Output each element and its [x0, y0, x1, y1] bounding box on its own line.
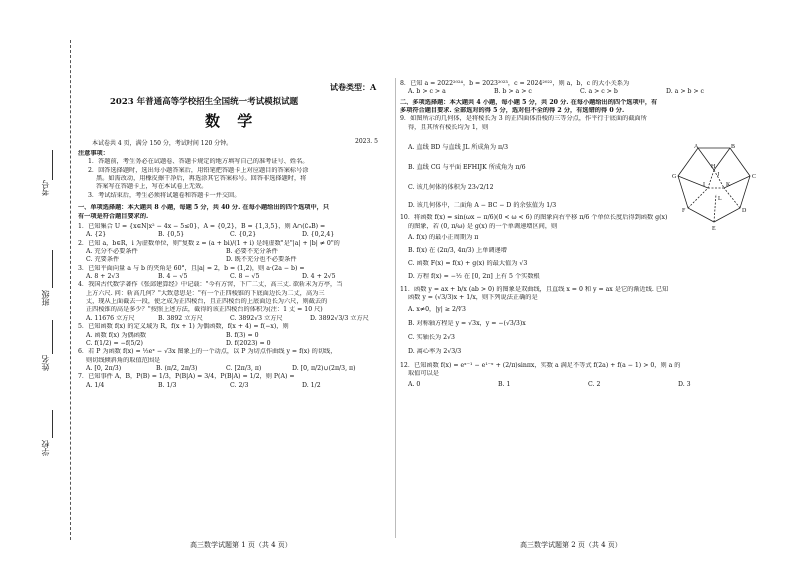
q8-option-d: D. a > b > c — [666, 88, 705, 96]
q9-option-c: C. 该几何体的体积为 23√2/12 — [408, 184, 494, 192]
exam-no-field — [52, 150, 53, 180]
right-column — [400, 80, 772, 390]
question-8-options — [400, 88, 772, 96]
class-label: 班级 — [41, 290, 50, 306]
question-4-line-4: 正四棱锥的高是多少？"按照上述方法，截得的该正四棱台的体积为(注：1 丈 = 10 尺) — [86, 306, 323, 314]
q8-option-a: A. b > c > a — [408, 88, 446, 96]
q2-option-a: A. 充分不必要条件 — [86, 247, 138, 255]
q5-option-d: D. f(2023) = 0 — [226, 339, 271, 347]
q11-option-b: B. 对称轴方程是 y = √3x，y = −(√3/3)x — [408, 319, 526, 327]
vertex-label-d: D — [742, 208, 747, 214]
question-9: 9．如图所示的几何体，是将棱长为 3 的正四面体沿棱的三等分点，作平行于底面的截面所 — [400, 115, 647, 123]
question-4-line-3: 丈，现从上面截去一段，使之成为正四棱台，且正四棱台的上底面边长为六尺，则截去的 — [86, 298, 328, 306]
class-field — [52, 250, 53, 288]
question-5-options-1 — [78, 332, 388, 340]
name-label: 姓名 — [41, 355, 50, 371]
note-2-cont: 黑。如需改动，用橡皮擦干净后，再选涂其它答案标号。回答非选择题时，将 — [96, 175, 307, 183]
q7-option-d: D. 1/2 — [302, 381, 321, 389]
vertex-label-c: C — [752, 174, 757, 180]
q10-option-b: B. f(x) 在 (2π/3, 4π/3) 上单调递增 — [408, 246, 507, 254]
footer-right: 高三数学试题第 2 页（共 4 页） — [520, 541, 622, 549]
question-7: 7．已知事件 A，B，P(B) = 1/3，P(B̄|A) = 3/4，P(B̄|Ā) = 1/2，则 P(A) = — [78, 373, 295, 381]
vertex-label-i: I — [703, 182, 705, 188]
q12-option-c: C. 2 — [588, 381, 601, 389]
q1-option-a: A. {2} — [86, 231, 107, 239]
q3-option-b: B. 4 − √5 — [158, 273, 188, 281]
vertex-label-f: F — [682, 208, 686, 214]
q5-option-a: A. 函数 f(x) 为偶函数 — [86, 331, 147, 339]
q6-option-d: D. [0, π/2)∪(2π/3, π) — [292, 364, 356, 372]
column-divider — [395, 78, 396, 538]
q11-option-d: D. 离心率为 2√3/3 — [408, 347, 462, 355]
question-12-options — [400, 381, 772, 389]
q6-option-c: C. [2π/3, π) — [226, 364, 262, 372]
question-12-cont: 取值可以是 — [408, 369, 439, 377]
q3-option-d: D. 4 + 2√5 — [302, 273, 336, 281]
date: 2023. 5 — [355, 138, 378, 145]
q12-option-a: A. 0 — [408, 381, 421, 389]
q2-option-b: B. 必要不充分条件 — [226, 247, 278, 255]
question-5-options-2 — [78, 340, 388, 348]
q1-option-d: D. {0,2,4} — [302, 231, 335, 239]
truncated-tetrahedron-figure — [668, 142, 760, 230]
q10-option-c: C. 函数 F(x) = f(x) + g(x) 的最大值为 √3 — [408, 259, 528, 267]
q5-option-b: B. f(3) = 0 — [226, 331, 259, 339]
question-6-options — [78, 365, 388, 373]
q11-option-c: C. 实轴长为 2√3 — [408, 333, 455, 341]
exam-title: 2023 年普通高等学校招生全国统一考试模拟试题 — [110, 97, 299, 107]
vertex-label-l: L — [718, 196, 722, 202]
vertex-label-j: J — [717, 172, 720, 178]
question-6-cont: 则切线倾斜角的取值范围是 — [86, 356, 161, 364]
q1-option-c: C. {0,2} — [230, 231, 257, 239]
q2-option-d: D. 既不充分也不必要条件 — [226, 256, 297, 264]
q8-option-b: B. b > a > c — [494, 88, 532, 96]
section-1-heading: 一、单项选择题：本大题共 8 小题，每题 5 分，共 40 分. 在每小题给出的四个选项中，只 — [78, 204, 330, 212]
question-12: 12．已知函数 f(x) = eˣ⁻¹ − e¹⁻ˣ + (2/π)sinπx，实数 a 满足不等式 f(2a) + f(a − 1) > 0，则 a 的 — [400, 361, 681, 369]
question-11: 11．函数 y = ax + b/x (ab > 0) 的图象是双曲线，且直线 x = 0 和 y = ax 是它的渐近线. 已知 — [400, 285, 669, 293]
note-1: 1．答题前，考生务必在试题卷、答题卡规定的地方填写自己的准考证号、姓名。 — [88, 158, 309, 166]
question-10-cont: 的图象，若 (0, π/ω) 是 g(x) 的一个单调递增区间，则 — [408, 222, 558, 230]
question-3: 3．已知平面向量 a 与 b 的夹角是 60°，且|a| = 2，b = (1,2)，则 a·(2a − b) = — [78, 264, 305, 272]
note-3: 3．考试结束后，考生必须将试题卷和答题卡一并交回。 — [88, 191, 241, 199]
cut-line — [70, 40, 71, 540]
notes-title: 注意事项： — [78, 150, 109, 157]
subject-title: 数 学 — [205, 112, 259, 130]
q5-option-c: C. f(1/2) = −f(5/2) — [86, 339, 143, 347]
section-2-heading-cont: 多项符合题目要求. 全部选对的得 5 分，选对但不全的得 2 分，有选错的得 0 分. — [400, 107, 625, 115]
outline-edges — [678, 148, 750, 222]
q10-option-d: D. 方程 f(x) = −½ 在 [0, 2π] 上有 5 个实数根 — [408, 272, 540, 280]
question-10: 10．将函数 f(x) = sin(ωx − π/6)(0 < ω < 6) 的图象向右平移 π/6 个单位长度后得到函数 g(x) — [400, 214, 668, 222]
question-1: 1．已知集合 U = {x∈N|x² − 4x − 5≤0}，A = {0,2}，B = {1,3,5}，则 A∩(∁ᵤB) = — [78, 222, 326, 230]
question-8: 8．已知 a = 2022²⁰²⁴，b = 2023²⁰²³，c = 2024²⁰²²，则 a，b，c 的大小关系为 — [400, 80, 630, 87]
question-2-options-2 — [78, 256, 388, 264]
q9-option-d: D. 该几何体中，二面角 A − BC − D 的余弦值为 1/3 — [408, 202, 557, 210]
question-4-line-1: 4．我国古代数学著作《张邱建算经》中记载："今有方窖，下广二丈，高三丈. 欲斩末为方亭，当 — [78, 281, 343, 289]
q8-option-c: C. a > c > b — [580, 88, 618, 96]
q1-option-b: B. {0,5} — [158, 231, 185, 239]
note-2: 2．回答选择题时，选出每小题答案后，用铅笔把答题卡上对应题目的答案标号涂 — [88, 166, 309, 174]
question-4-line-2: 上方六尺. 问：斩高几何？"大致意思是："有一个正四棱锥的下底面边长为二丈，高为三 — [86, 289, 325, 297]
meta-info: 本试卷共 4 页，满分 150 分，考试时间 120 分钟。 — [92, 140, 233, 147]
section-2-heading: 二、多项选择题：本大题共 4 小题，每小题 5 分，共 20 分. 在每小题给出的四个选项中，有 — [400, 98, 658, 106]
q4-option-b: B. 3892 立方尺 — [158, 314, 203, 322]
question-6: 6．若 P 为函数 f(x) = ½eˣ − √3x 图象上的一个动点，以 P 为切点作曲线 y = f(x) 的切线， — [78, 348, 337, 356]
q9-option-b: B. 直线 CG 与平面 EFHIJK 所成角为 π/6 — [408, 164, 526, 172]
question-4-options — [78, 315, 388, 323]
q9-option-a: A. 直线 BD 与直线 JL 所成角为 π/3 — [408, 144, 509, 152]
vertex-label-a: A — [694, 144, 699, 150]
school-field — [52, 410, 53, 438]
q4-option-d: D. 3892√3/3 立方尺 — [310, 314, 369, 322]
name-field — [52, 320, 53, 354]
school-label: 学校 — [41, 440, 50, 456]
footer-left: 高三数学试题第 1 页（共 4 页） — [190, 541, 292, 549]
question-11-cont: 函数 y = (√3/3)x + 1/x，则下列说法正确的是 — [408, 294, 538, 302]
q7-option-c: C. 2/3 — [230, 381, 249, 389]
vertex-label-e: E — [712, 226, 716, 230]
question-1-options — [78, 231, 388, 239]
left-column — [78, 150, 388, 390]
vertex-label-k: K — [726, 182, 731, 188]
question-2: 2．已知 a，b∈R，i 为虚数单位，则"复数 z = (a + bi)/(1 + i) 是纯虚数"是"|a| + |b| ≠ 0"的 — [78, 239, 340, 247]
binding-margin — [0, 0, 70, 561]
section-1-heading-cont: 有一项是符合题目要求的. — [78, 212, 149, 220]
q6-option-b: B. (π/2, 2π/3) — [156, 364, 198, 372]
q3-option-c: C. 8 − √5 — [230, 273, 260, 281]
note-2-cont2: 答案写在答题卡上，写在本试卷上无效。 — [96, 183, 208, 191]
q12-option-b: B. 1 — [498, 381, 511, 389]
q12-option-d: D. 3 — [678, 381, 691, 389]
paper-type: 试卷类型：A — [330, 82, 377, 92]
q6-option-a: A. [0, 2π/3) — [86, 364, 122, 372]
q4-option-a: A. 11676 立方尺 — [86, 314, 135, 322]
question-9-cont: 得，且其所有棱长均为 1，则 — [408, 123, 489, 131]
vertex-label-h: H — [711, 164, 716, 170]
q4-option-c: C. 3892√3 立方尺 — [230, 314, 283, 322]
exam-no-label: 考号 — [41, 180, 50, 196]
question-3-options — [78, 273, 388, 281]
q2-option-c: C. 充要条件 — [86, 256, 120, 264]
question-2-options-1 — [78, 248, 388, 256]
q7-option-a: A. 1/4 — [86, 381, 105, 389]
q3-option-a: A. 8 + 2√3 — [86, 273, 120, 281]
q11-option-a: A. x≠0，|y| ≥ 2/∜3 — [408, 305, 466, 313]
q7-option-b: B. 1/3 — [158, 381, 177, 389]
q10-option-a: A. f(x) 的最小正周期为 π — [408, 233, 479, 241]
question-7-options — [78, 382, 388, 390]
vertex-label-b: B — [731, 144, 736, 150]
question-5: 5．已知函数 f(x) 的定义域为 R，f(x + 1) 为偶函数，f(x + 4) = f(−x)，则 — [78, 323, 289, 331]
vertex-label-g: G — [672, 174, 677, 180]
